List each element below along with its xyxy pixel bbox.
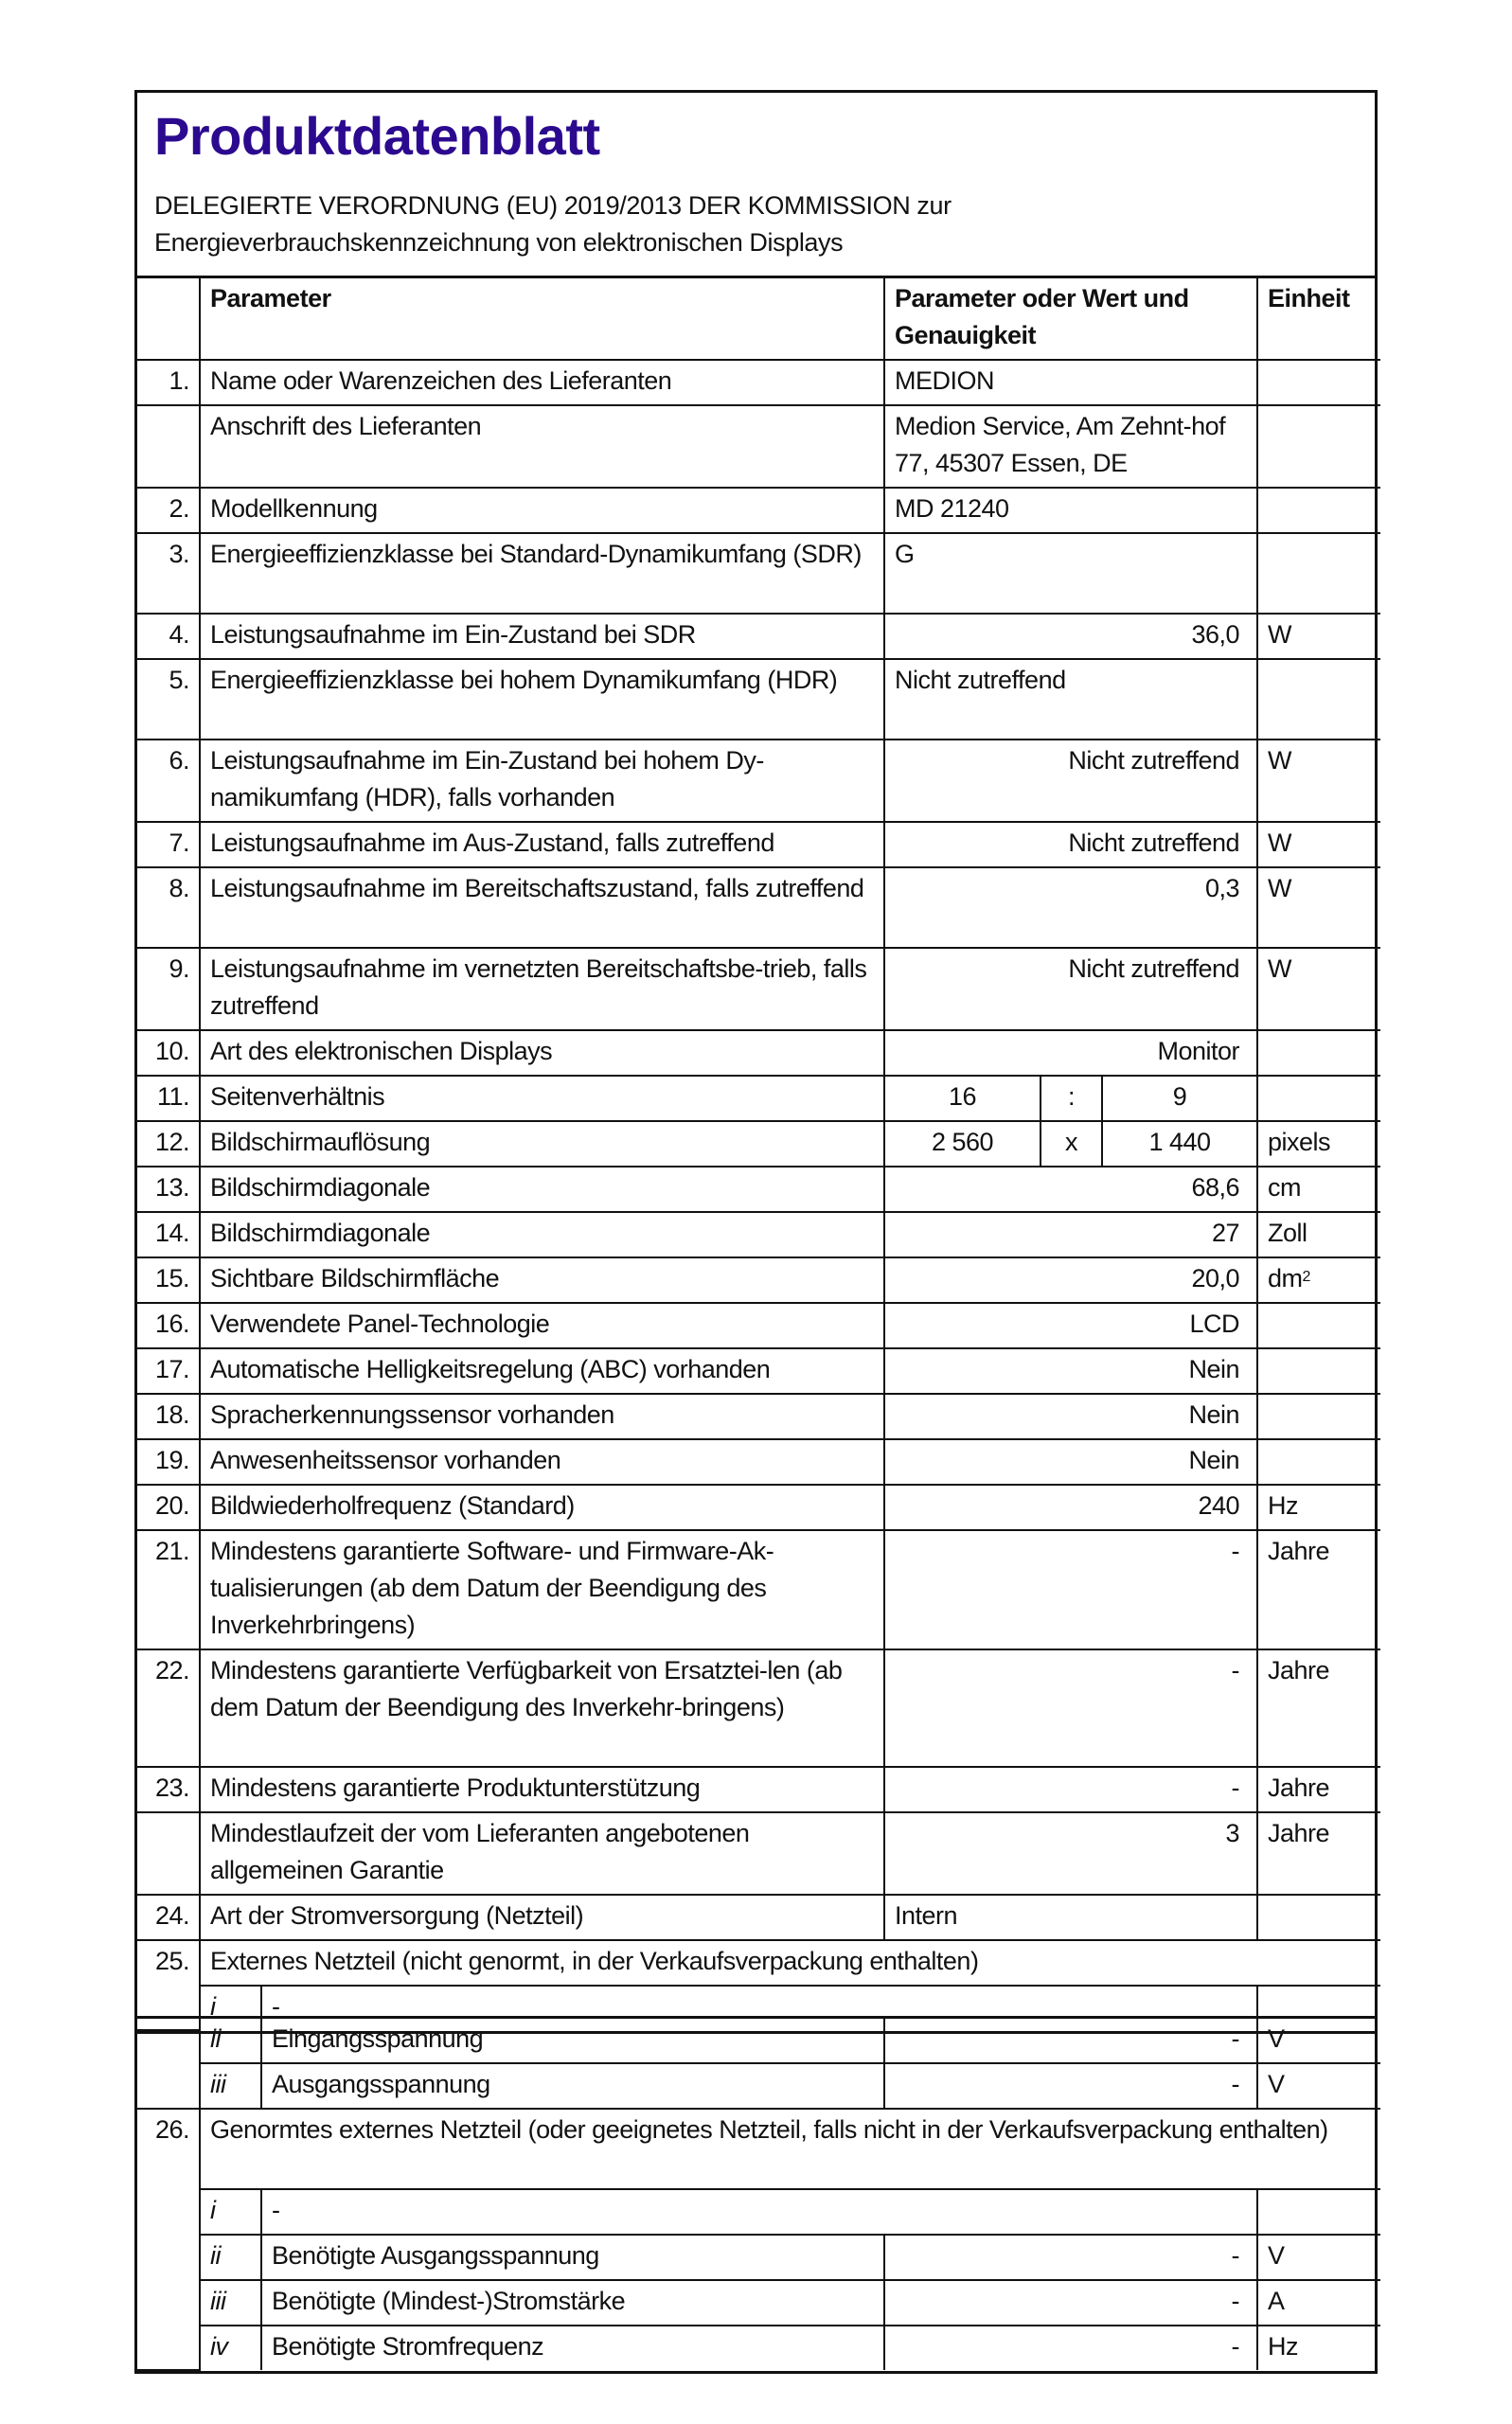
row-parameter: Spracherkennungssensor vorhanden bbox=[200, 1394, 884, 1439]
row-value-b: 1 440 bbox=[1102, 1121, 1257, 1167]
row-parameter: Leistungsaufnahme im Ein-Zustand bei hohem Dy-namikumfang (HDR), falls vorhanden bbox=[200, 740, 884, 822]
row-parameter: Bildschirmauflösung bbox=[200, 1121, 884, 1167]
sub-row-unit: V bbox=[1257, 2019, 1380, 2063]
row-parameter: Modellkennung bbox=[200, 488, 884, 533]
table-row bbox=[137, 488, 1380, 533]
sub-row bbox=[137, 2063, 1380, 2109]
sub-row-unit: V bbox=[1257, 2235, 1380, 2280]
row-unit bbox=[1257, 1212, 1380, 1257]
sub-row bbox=[137, 2280, 1380, 2326]
row-number: 5. bbox=[137, 659, 200, 740]
row-unit bbox=[1257, 1767, 1380, 1812]
table-row bbox=[137, 1767, 1380, 1812]
row-number: 26. bbox=[137, 2109, 200, 2370]
row-value: Medion Service, Am Zehnt-hof 77, 45307 Essen, DE bbox=[884, 405, 1257, 488]
row-parameter: Leistungsaufnahme im Aus-Zustand, falls zutreffend bbox=[200, 822, 884, 867]
row-number: 22. bbox=[137, 1649, 200, 1767]
title-block bbox=[137, 93, 1375, 278]
row-parameter: Anwesenheitssensor vorhanden bbox=[200, 1439, 884, 1485]
roman-index: iii bbox=[200, 2063, 261, 2109]
row-unit bbox=[1257, 488, 1380, 533]
sub-row-value: - bbox=[884, 2326, 1257, 2370]
sub-row bbox=[137, 2189, 1380, 2235]
row-number: 21. bbox=[137, 1530, 200, 1649]
row-unit-text: pixels bbox=[1268, 1128, 1331, 1156]
roman-index: iv bbox=[200, 2326, 261, 2370]
table-row bbox=[137, 1439, 1380, 1485]
row-parameter: Art der Stromversorgung (Netzteil) bbox=[200, 1895, 884, 1940]
row-number: 1. bbox=[137, 360, 200, 405]
row-parameter: Leistungsaufnahme im Ein-Zustand bei SDR bbox=[200, 614, 884, 659]
table-row bbox=[137, 533, 1380, 614]
table-row bbox=[137, 822, 1380, 867]
row-number: 15. bbox=[137, 1257, 200, 1303]
row-unit-text: W bbox=[1268, 829, 1291, 857]
row-unit bbox=[1257, 948, 1380, 1030]
row-value: MD 21240 bbox=[884, 488, 1257, 533]
table-row bbox=[137, 1257, 1380, 1303]
table-row bbox=[137, 1394, 1380, 1439]
roman-index: i bbox=[200, 2189, 261, 2235]
table-row bbox=[137, 1812, 1380, 1895]
row-unit-text: W bbox=[1268, 954, 1291, 983]
row-unit bbox=[1257, 533, 1380, 614]
row-number: 18. bbox=[137, 1394, 200, 1439]
row-unit bbox=[1257, 1439, 1380, 1485]
table-row bbox=[137, 1485, 1380, 1530]
table-row bbox=[137, 360, 1380, 405]
table-row bbox=[137, 1649, 1380, 1767]
row-unit bbox=[1257, 659, 1380, 740]
row-value-a: 2 560 bbox=[884, 1121, 1041, 1167]
table-row bbox=[137, 1348, 1380, 1394]
row-value-separator: x bbox=[1041, 1121, 1102, 1167]
row-value: 36,0 bbox=[884, 614, 1257, 659]
row-number: 10. bbox=[137, 1030, 200, 1076]
row-unit bbox=[1257, 1485, 1380, 1530]
header-unit: Einheit bbox=[1257, 278, 1380, 360]
header-value: Parameter oder Wert und Genauigkeit bbox=[884, 278, 1257, 360]
row-number: 14. bbox=[137, 1212, 200, 1257]
row-unit bbox=[1257, 405, 1380, 488]
sub-row-parameter: Benötigte Ausgangsspannung bbox=[261, 2235, 884, 2280]
table-row bbox=[137, 1895, 1380, 1940]
row-unit-text: dm bbox=[1268, 1264, 1303, 1292]
row-value-separator: : bbox=[1041, 1076, 1102, 1121]
row-value: 27 bbox=[884, 1212, 1257, 1257]
sub-row-value: - bbox=[884, 2235, 1257, 2280]
table-row bbox=[137, 1212, 1380, 1257]
row-number: 12. bbox=[137, 1121, 200, 1167]
row-parameter: Energieeffizienzklasse bei Standard-Dynamikumfang (SDR) bbox=[200, 533, 884, 614]
row-parameter: Verwendete Panel-Technologie bbox=[200, 1303, 884, 1348]
table-row-26 bbox=[137, 2109, 1380, 2189]
row-parameter: Bildschirmdiagonale bbox=[200, 1212, 884, 1257]
row-number: 17. bbox=[137, 1348, 200, 1394]
regulation-line-2: Energieverbrauchskennzeichnung von elektronischen Displays bbox=[154, 228, 844, 257]
table-row bbox=[137, 948, 1380, 1030]
row-unit-text: Jahre bbox=[1268, 1537, 1330, 1565]
row-parameter: Automatische Helligkeitsregelung (ABC) vorhanden bbox=[200, 1348, 884, 1394]
row-value: Nicht zutreffend bbox=[884, 659, 1257, 740]
row-parameter: Mindestens garantierte Software- und Firmware-Ak-tualisierungen (ab dem Datum der Beendigung des Inverkehrbringens) bbox=[200, 1530, 884, 1649]
table-row bbox=[137, 740, 1380, 822]
row-unit-text: Jahre bbox=[1268, 1656, 1330, 1684]
row-unit-text: W bbox=[1268, 620, 1291, 649]
row-unit bbox=[1257, 1394, 1380, 1439]
row-parameter: Seitenverhältnis bbox=[200, 1076, 884, 1121]
row-value: G bbox=[884, 533, 1257, 614]
row-value: LCD bbox=[884, 1303, 1257, 1348]
row-value-a: 16 bbox=[884, 1076, 1041, 1121]
roman-index: iii bbox=[200, 2280, 261, 2326]
row-unit bbox=[1257, 822, 1380, 867]
row-value: Nein bbox=[884, 1348, 1257, 1394]
sub-row-parameter: Eingangsspannung bbox=[261, 2019, 884, 2063]
row-parameter: Bildwiederholfrequenz (Standard) bbox=[200, 1485, 884, 1530]
unit-superscript: 2 bbox=[1302, 1269, 1310, 1285]
table-row bbox=[137, 1076, 1380, 1121]
row-unit bbox=[1257, 1257, 1380, 1303]
row-value: - bbox=[884, 1530, 1257, 1649]
row-number: 6. bbox=[137, 740, 200, 822]
row-parameter: Leistungsaufnahme im vernetzten Bereitschaftsbe-trieb, falls zutreffend bbox=[200, 948, 884, 1030]
row-number: 7. bbox=[137, 822, 200, 867]
row-unit bbox=[1257, 614, 1380, 659]
row-parameter: Name oder Warenzeichen des Lieferanten bbox=[200, 360, 884, 405]
table-row-25 bbox=[137, 1940, 1380, 1986]
row-parameter: Mindestens garantierte Verfügbarkeit von Ersatztei-len (ab dem Datum der Beendigung des Inverkehr-bringens) bbox=[200, 1649, 884, 1767]
row-parameter: Leistungsaufnahme im Bereitschaftszustand, falls zutreffend bbox=[200, 867, 884, 948]
datasheet-table bbox=[137, 278, 1380, 2031]
row-unit-text: cm bbox=[1268, 1173, 1302, 1202]
row-parameter: Anschrift des Lieferanten bbox=[200, 405, 884, 488]
row-number: 24. bbox=[137, 1895, 200, 1940]
row-parameter: Genormtes externes Netzteil (oder geeignetes Netzteil, falls nicht in der Verkaufsverpackung enthalten) bbox=[200, 2109, 1380, 2189]
table-header-row bbox=[137, 278, 1380, 360]
table-row bbox=[137, 614, 1380, 659]
row-number bbox=[137, 405, 200, 488]
row-number: 19. bbox=[137, 1439, 200, 1485]
row-number: 20. bbox=[137, 1485, 200, 1530]
row-value: Nein bbox=[884, 1439, 1257, 1485]
row-number: 3. bbox=[137, 533, 200, 614]
table-row bbox=[137, 1167, 1380, 1212]
sub-row-parameter: Benötigte Stromfrequenz bbox=[261, 2326, 884, 2370]
row-unit bbox=[1257, 867, 1380, 948]
row-value: Nein bbox=[884, 1394, 1257, 1439]
sub-row-unit: Hz bbox=[1257, 2326, 1380, 2370]
row-number: 25. bbox=[137, 1940, 200, 2030]
row-unit bbox=[1257, 1348, 1380, 1394]
row-value: Monitor bbox=[884, 1030, 1257, 1076]
row-value: 68,6 bbox=[884, 1167, 1257, 1212]
row-unit-text: Zoll bbox=[1268, 1219, 1307, 1247]
row-unit bbox=[1257, 360, 1380, 405]
row-unit-text: Jahre bbox=[1268, 1819, 1330, 1847]
row-unit bbox=[1257, 1030, 1380, 1076]
row-value: 3 bbox=[884, 1812, 1257, 1895]
sub-row-value: - bbox=[884, 2019, 1257, 2063]
row-value: - bbox=[884, 1767, 1257, 1812]
regulation-line-1: DELEGIERTE VERORDNUNG (EU) 2019/2013 DER KOMMISSION zur bbox=[154, 191, 952, 220]
row-parameter: Externes Netzteil (nicht genormt, in der Verkaufsverpackung enthalten) bbox=[200, 1940, 1380, 1986]
roman-index: ii bbox=[200, 2019, 261, 2063]
row-value: MEDION bbox=[884, 360, 1257, 405]
sub-row-unit: A bbox=[1257, 2280, 1380, 2326]
row-unit-text: W bbox=[1268, 746, 1291, 775]
datasheet-table-continued bbox=[137, 2019, 1380, 2371]
row-value: 0,3 bbox=[884, 867, 1257, 948]
table-row bbox=[137, 1030, 1380, 1076]
sub-row bbox=[137, 2326, 1380, 2370]
roman-index: i bbox=[200, 1986, 261, 2030]
header-parameter: Parameter bbox=[200, 278, 884, 360]
row-value: Nicht zutreffend bbox=[884, 740, 1257, 822]
row-number: 11. bbox=[137, 1076, 200, 1121]
row-parameter: Energieeffizienzklasse bei hohem Dynamikumfang (HDR) bbox=[200, 659, 884, 740]
row-value-b: 9 bbox=[1102, 1076, 1257, 1121]
sub-row-unit bbox=[1257, 2189, 1380, 2235]
sub-row-parameter: Ausgangsspannung bbox=[261, 2063, 884, 2109]
row-parameter: Sichtbare Bildschirmfläche bbox=[200, 1257, 884, 1303]
table-row bbox=[137, 1121, 1380, 1167]
row-value: - bbox=[884, 1649, 1257, 1767]
sub-row-parameter: Benötigte (Mindest-)Stromstärke bbox=[261, 2280, 884, 2326]
sub-row bbox=[137, 2235, 1380, 2280]
row-unit bbox=[1257, 1530, 1380, 1649]
sub-row-unit: V bbox=[1257, 2063, 1380, 2109]
row-value: Intern bbox=[884, 1895, 1257, 1940]
table-row bbox=[137, 867, 1380, 948]
row-number: 4. bbox=[137, 614, 200, 659]
row-parameter: Mindestlaufzeit der vom Lieferanten angebotenen allgemeinen Garantie bbox=[200, 1812, 884, 1895]
row-unit bbox=[1257, 1076, 1380, 1121]
product-datasheet-page1 bbox=[134, 90, 1378, 2034]
sub-row bbox=[137, 2019, 1380, 2063]
table-row bbox=[137, 659, 1380, 740]
row-number bbox=[137, 1812, 200, 1895]
table-row bbox=[137, 405, 1380, 488]
page-title: Produktdatenblatt bbox=[154, 106, 600, 166]
row-value: 240 bbox=[884, 1485, 1257, 1530]
row-number: 9. bbox=[137, 948, 200, 1030]
row-unit-text: Jahre bbox=[1268, 1773, 1330, 1802]
row-unit bbox=[1257, 1167, 1380, 1212]
row-number: 23. bbox=[137, 1767, 200, 1812]
row-parameter: Bildschirmdiagonale bbox=[200, 1167, 884, 1212]
sub-row-value: - bbox=[884, 2280, 1257, 2326]
row-number: 8. bbox=[137, 867, 200, 948]
sub-row-parameter: - bbox=[261, 2189, 1257, 2235]
row-parameter: Art des elektronischen Displays bbox=[200, 1030, 884, 1076]
row-parameter: Mindestens garantierte Produktunterstützung bbox=[200, 1767, 884, 1812]
table-row bbox=[137, 1303, 1380, 1348]
row-unit bbox=[1257, 1895, 1380, 1940]
row-number: 16. bbox=[137, 1303, 200, 1348]
row-number: 13. bbox=[137, 1167, 200, 1212]
header-no bbox=[137, 278, 200, 360]
row-unit-text: W bbox=[1268, 874, 1291, 902]
row-unit bbox=[1257, 1121, 1380, 1167]
roman-index: ii bbox=[200, 2235, 261, 2280]
row-value: Nicht zutreffend bbox=[884, 948, 1257, 1030]
row-number-continued bbox=[137, 2019, 200, 2109]
row-unit bbox=[1257, 740, 1380, 822]
product-datasheet-page2 bbox=[134, 2016, 1378, 2374]
row-value: 20,0 bbox=[884, 1257, 1257, 1303]
row-number: 2. bbox=[137, 488, 200, 533]
sub-row-value: - bbox=[884, 2063, 1257, 2109]
row-unit-text: Hz bbox=[1268, 1491, 1299, 1520]
row-unit bbox=[1257, 1649, 1380, 1767]
row-value: Nicht zutreffend bbox=[884, 822, 1257, 867]
row-unit bbox=[1257, 1812, 1380, 1895]
table-row bbox=[137, 1530, 1380, 1649]
sub-row-parameter: - bbox=[261, 1986, 1257, 2030]
row-unit bbox=[1257, 1303, 1380, 1348]
